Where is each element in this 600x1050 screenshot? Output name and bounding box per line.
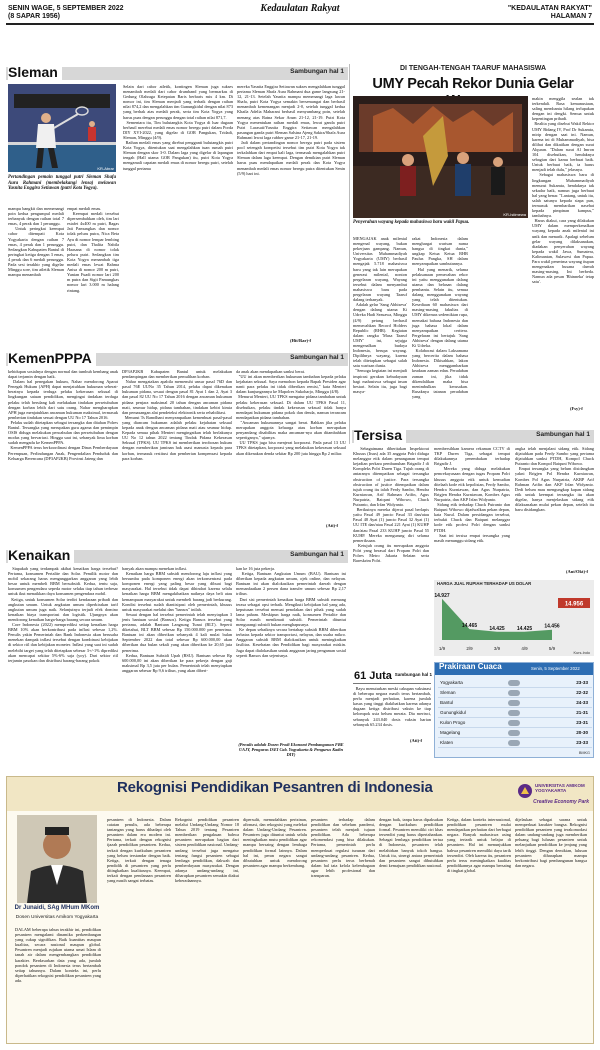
weather-title: Prakiraan Cuaca	[439, 662, 502, 671]
photo-credit: KR-Abrar	[97, 165, 114, 171]
cloud-icon	[508, 710, 520, 716]
ad-column-8: dijelaskan sebagai sarana untuk memperkuat karakter bangsa. Rekognisi pendidikan pesantren yang terakomodasi dalam undang-undang juga memberikan peluang bagi lulusan pesantren untuk melanjutkan pendidikan ke jenjang yang lebih tinggi. Dengan demikian, lulusan pesantren diharapkan mampu berkontribusi bagi pembangunan bangsa dan negara.	[515, 817, 587, 868]
author-name: Dr Junaidi, SAg MHum MKom	[14, 905, 100, 911]
chart-value-label: 14.456	[544, 623, 560, 630]
chart-value-label: 14.927	[434, 592, 450, 599]
ad-column-7: Ketiga, dalam konteks internasional, pendidikan pesantren mulai mendapatkan perhatian dari berbagai negara. Banyak mahasiswa asing yang tertarik untuk belajar di pesantren. Hal ini menunjukkan bahwa pesantren memiliki daya tarik tersendiri. Oleh karena itu, pesantren perlu terus meningkatkan kualitas pendidikannya agar mampu bersaing di tingkat global.	[447, 817, 511, 873]
chart-highlight-value: 14.956	[564, 601, 584, 608]
umy-column-1: MENGAJAK anak milenial mengenal wayang, bukan pekerjaan gampang. Namun, Universitas Muhammadiyah Yogyakarta (UMY) berhasil mengajak 5.718 mahasiswa baru yang tak lain merupakan generasi milenial, nonton pergelaran wayang. Wayang tersebut dalam menyambut mahasiswa baru pada pergelaran wayang Taaruf dalang terbanyak. Adalah gelar 'Sang Abhiseva' dengan dalang utama Ki Udreka Hadi Seasawa, Minggu (4/9) petang berhasil memecahkan Record Holders Republic (RHR). Kegiatan dalam rangka 'Masa Taaruf UMY' ini, sejujga mengenalkan budaya Indonesia, berupa wayang. Dipilihnya wayang, karena telah ditetapkan sebagai salah satu warisan dunia. "Semoga kegiatan ini menjadi inspirasi gerakan kebudayaan bagi mahasiswa sebagai insan bestari. Selain itu, juga bagi masya-	[353, 236, 407, 394]
cloud-icon	[508, 730, 520, 736]
chart-value-label: 14.465	[461, 623, 478, 630]
weather-temp: 24-33	[576, 700, 588, 705]
cloud-icon	[508, 690, 520, 696]
juta-rule	[353, 683, 431, 684]
logo-tagline: Creative Economy Park	[533, 799, 589, 805]
amikom-logo	[517, 781, 589, 807]
weather-row	[438, 738, 592, 748]
cloud-icon	[508, 680, 520, 686]
weather-temp: 20-30	[576, 730, 588, 735]
tersisa-title: Tersisa	[354, 427, 406, 443]
sleman-endmark: (Hit/Rar)-f	[290, 338, 311, 343]
weather-temp: 23-31	[576, 720, 588, 725]
weather-row	[438, 728, 592, 738]
currency-chart	[434, 580, 594, 656]
logo-name: UNIVERSITAS AMIKOM YOGYAKARTA	[535, 783, 585, 793]
weather-row	[438, 698, 592, 708]
weather-city: Klaten	[440, 740, 454, 745]
chart-date-label: 3/9	[493, 646, 501, 651]
weather-city: Gunungkidul	[440, 710, 466, 715]
weather-temp: 21-31	[576, 710, 588, 715]
sleman-column-1: mampu bangkit dan memenangi poin kedua pengumpul medali terbanyak dengan raihan total 7 emas, 4 perak dan 1 perunggu. Untuk peringkat keempat cabor ditempati Kota Yogyakarta dengan raihan 7 emas, 4 perak dan 1 perunggu. Sedangkan Kabupaten Bantul di peringkat ketiga dengan 3 emas, 4 perak dan 6 medali perunggu. Pada sesi terakhir yang digelar Minggu sore, tim atletik Sleman mampu menambah	[8, 206, 64, 278]
wayang-photo	[353, 96, 528, 218]
kenaikan-byline: (Penulis adalah Dosen Prodi Ekonomi Pembangunan FBE UAJY, Pengurus ISEI Cab. Yogyakarta & Pengurus Kadin DIY)	[238, 742, 344, 758]
photo-caption: Pertandingan pemain tunggal putri Sleman Shafa Aura Rahmani (membelakangi lensa) melawan Yasnita Enggira Setiawan (putri Kota Yogya).	[8, 175, 116, 192]
weather-row	[438, 678, 592, 688]
weather-box	[434, 662, 594, 758]
kemenpppa-column-2: DP3AP2KB Kabupaten Bantul untuk melakukan pendampingan dan memberikan pemulihan korban. Nahar mengatakan apabila memenuhi unsur pasal 76D dan pasal 76E UUNo 35 Tahun 2014, pelaku dapat dikenakan hukuman pidana, sesuai dengan pasal 81 Ayat 1 dan 2, Ayat 3 dan pasal 82 UU No 17 Tahun 2016 dengan ancaman hukuman pidana penjara maksimal 20 tahun dengan ancaman pidana mati, seumur hidup, pidana tambahan, tindakan kebiri kimia dan pemasangan alat pendeteksi elektronik serta rehabilitasi. Menurut Ts Ramdhani menyampaikan kemenbuat pasal-pasal yang diancam hukuman adalah pelaku kejahatan seksual kepada anak dengan ancaman pidana mati atau seumur hidup. Kepada semua pihak Menteri mengingatkan telah berlakunya UU No 12 tahun 2022 tentang Tindak Pidana Kekerasan Seksual (TPKS). UU TPKS ini memberikan terobosan hukum dengan memberikan jaminan hak asasi manusia kepada para korban, termasuk restitusi dan pemberian kompensasi kepada para korban.	[122, 369, 232, 461]
sleman-column-3: Selain dari cabor atletik, kontingen Sleman juga sukses menambah medali dari cabor drumband yang bermarkas di Gedung Olahraga Ketepatan Baris berbaris mix 4 km. Di nomor ini, tim Sleman menjadi yang terbaik dengan raihan nilai 874,2 dan mengalahkan tim Gunungkidul dengan nilai 873 yang berhak atas medali perak, serta tim Kota Yogya yang harus puas dengan perunggu dengan total raihan nilai 871,7. Sementara itu, Tim bulutangkis Kota Yogya di luar dugaan berhasil merebut medali emas nomor beregu putri dalam Porda DIY XVI-2022, yang digelar di GOR Pangukan, Tridadi, Sleman, Minggu (4/9). Raihan medali emas yang direbut pengganti bulutangkis putri Kota Yogya, ditentukan saat mengalahkan tuan rumah putri Sleman dengan skor 3-0. Dalam laga yang digelar di lapangan tengah (Hall utama GOR Pangukan) itu, putri Kota Yogya mengamali capaian medali emas di nomor beregu putri, setelah tunggal pertama	[123, 84, 233, 171]
chart-date-label: 4/9	[521, 646, 528, 651]
sleman-column-4: mereka Yasnita Enggira Setiawan sukses mengalahkan tunggal pertama Sleman Shafa Aura Rahmani dua game langsung 21-12, 21-13. Setelah Yasnita mampu memenangi laga lawan Shafa, putri Kota Yogya semakin bersemangat dan berhasil menambah kemenangan menjadi 2-0, setelah tunggal kedua Khaila Adelia Maharani berhasil menyumbang poin, setelah menang atas Ratna Sekar Arum 21-12, 21-19. Putri Kota Yogya menentukan raihan medali emas, lewat ganda putri Putri Larasati/Yasnita Enggira Setiawan mengalahkan pasangan ganda putri Sleman Salsina Ajeng Sakira/Shafa Aura Rahmani lewat laga rubber game 21-17, 21-19. Jadi dalam pertandingan nomor beregu putri pada sistem pool setengah kompetisi tersebut tim putri Kota Yogya tak terkalahkan dari empat kali laga, termasuk mengalahkan putri Sleman dalam laga keempat. Dengan demikian putri Sleman harus puas mendapatkan medali perak dan Kota Yogya menambah medali emas nomor beregu putra ditentukan Senin (5/9) hari ini.	[237, 84, 345, 176]
kemenpppa-column-1: kehidupan sosialnya dengan normal dan tumbuh kembang anak dapat terjamin dengan baik. Dalam hal penegakan hukum, Nahar mendorong Aparat Penegak Hukum (APH) dapat menjatuhkan hukuman seberat-beratnya kepada terduga pelaku kekerasan seksual di lingkungan satuan pendidikan, mengingat tindakan terduga pelaku telah berulang kali melakukan tindakan persetubuhan dengan korban lebih dari satu orang. Nahar mengharapkan APH juga menjatuhkan ancaman hukuman maksimal, termasuk pemberian tindakan sesuai dengan UU No 17 Tahun 2016. Pelaku sudah ditetapkan sebagai tersangka dan ditahan Polres Bantul. Tersangka yang merupakan guru agama dan pemimpin OSIS diduga melakukan pencabulan dan persetubuhan dengan modus yang bervariasi. Hingga saat ini, sebanyak lima korban sudah mengadu ke KemenPPPA. KemenPPPA terus berkoordinasi dengan Dinas Pemberdayaan Perempuan, Perlindungan Anak, Pengendalian Penduduk dan Keluarga Berencana (DP3AP2KB) Provinsi Jateng dan	[8, 369, 118, 461]
chart-area	[442, 599, 552, 640]
umy-column-2: rakat Indonesia dalam menghargai warisan nama bangsa di tingkat dunia," ungkap Ketua Ketua RHR Paulus Pangka, SH dalam menyampaikan sambutannya. Hal yang menarik, selama pelaksanaan pemecahan rekor ini yaitu menggunakan dalang utama dan belasan dalang pembantu. Selain itu, semua dalang menggunakan wayang yang telah ditentukan. Kesediaan 60 mahasiswa dari masing-masing fakultas di UMY dikemas sedemikian rupa, memakai bahasa Indonesia dan juga bahasa lokal dalam menyampaikan ceritera. Pergelaran ini bertajuk 'Sang Abhiseva' dengan dalang utama Ki Udreka. Kolaborasi dalam Laksamana yang bercerita dalam bahasa Indonesia. Dikisahkan, lakon Abhiseva menggambarkan keadaan zaman edan. Peradaban zaman ini, jika tidak dikendalikan maka bisa menimbulkan kerusakan. Rusaknya tatanan peradaban yang	[412, 236, 468, 399]
paper-name: Kedaulatan Rakyat	[260, 3, 340, 14]
juta-text: Bayu menuturkan meski cakupan vaksinasi di beberapa negara masih terus bertambah, perlu menjadi perhatian, karena jumlah kasus yang tinggi diakibatkan karena adanya dugaan ketiga distribusi vaksin ke tiap kelompok usia belum merata. Dia merinci, sebanyak 243.040 dosis vaksin harian sebanyak 65.234 dosis.	[353, 686, 431, 727]
weather-city: Sleman	[440, 690, 456, 695]
ad-title: Rekognisi Pendidikan Pesantren di Indonesia	[117, 779, 433, 796]
chart-value-label: 14.425	[516, 625, 533, 632]
weather-city: Kulon Progo	[440, 720, 466, 725]
kenaikan-title: Kenaikan	[8, 547, 74, 563]
continued-label: Sambungan hal 1	[290, 68, 344, 75]
page-number: HALAMAN 7	[550, 13, 592, 20]
kemenpppa-title: KemenPPPA	[8, 350, 96, 366]
ad-column-6: dengan baik, tanpa harus dipaksakan dengan kurikulum pendidikan formal. Pesantren memiliki ciri khas tersendiri yang harus dipertahankan. Sebagai lembaga pendidikan tertua di Indonesia, pesantren telah melahirkan banyak tokoh bangsa. Untuk itu, sinergi antara pemerintah dan pesantren sangat dibutuhkan demi kemajuan pendidikan nasional.	[379, 817, 443, 868]
weather-row	[438, 688, 592, 698]
kenaikan-column-1: Siapakah yang terdampak akibat kenaikan harga tersebut? Pertama, konsumen Pertalite dan Solar. Pemilik motor dan mobil sekarang harus menganggarkan anggaran yang lebih besar untuk membeli BBM bersubsidi. Kedua, tentu saja, konsumen pengendara sepeda motor selaku tiap tahun terbesar untuk ikut menaikkan daya konsumen pengendara mobil. Ketiga, untuk konsumen Solar terdiri kendaraan pribadi dan angkutan umum. Untuk angkutan umum diperkirakan tarif angkutan umum juga naik. Selanjutnya terjadi efek domino kenaikan biaya transportasi dan logistik. Ujungnya akan mendorong kenaikan harga-harga barang secara umum. Core Indonesia (2022) memprediksi setiap kenaikan harga BBM 10% akan berkontribusi pada inflasi sebesar 1,2%. Penulis yakin Pemerintah dan Bank Indonesia akan berusaha menekan dampak inflasi tersebut dengan kombinasi kebijakan di sektor riil dan kebijakan moneter. Inflasi yang saat ini sudah melebihi target yang telah ditetapkan sebesar 3+/-1% diprediksi akan mencapai sekitar 5%-6% saja (yoy). Dari sektor riil terjamin pasokan dan distribusi barang-barang pokok	[8, 566, 118, 663]
header-rule	[6, 23, 594, 25]
chart-title: HARGA JUAL RUPIAH TERHADAP US DOLAR	[437, 581, 532, 586]
kenaikan-column-2: banyak akan mampu menekan inflasi. Kenaikan harga BBM subsidi mendorong laju inflasi yang bersumbu pada komponen energi akan terkonsentrasi pada komponen energi yang paling besar yang dibuat bagi masyarakat. Hal tersebut tidak dapat dihindari karena selalu kenaikan harga BBM mengakibatkan naiknya daya beli atau kemampuan masyarakat untuk membeli barang jadi berkurang. Kondisi tersebut sudah diantisipasi oleh pemerintah, khusus untuk masyarakat melalui dan "bansos" inilah. Sesuai dengan hal tersebut pemerintah telah menyiapkan 3 jenis bantuan sosial (Bansos). Ketiga Bansos tersebut yang pertama, adalah Bantuan Langsung Tunai (BLT). Seperti diketahui, BLT BBM sebesar Rp 150.000.000 per penerima. Bantuan ini akan diberikan sebanyak 4 kali mulai bulan September 2022 dan total sebesar Rp 600.000,00 akan diberikan dua bulan sekali yang akan diberikan ke 20,65 juta penerima. Kedua, Bantuan Subsidi Upah (BSU). Bantuan sebesar Rp 600.000,00 ini akan diberikan ke para pekerja dengan gaji maksimal Rp 3,5 juta per bulan. Pemerintah telah menyiapkan anggaran sebesar Rp 9,6 triliun, yang akan diberi-	[122, 566, 232, 673]
juta-endmark: (Ati)-f	[410, 738, 422, 743]
chart-value-label: 14.425	[489, 625, 505, 632]
continued-label: Sambungan hal 1	[290, 354, 344, 361]
paper-section: "KEDAULATAN RAKYAT"	[507, 5, 592, 12]
chart-plot	[434, 588, 594, 656]
ad-column-4: dipersulit, memudahkan perizinan, afirmasi, dan rekognisi yang melekat dalam Undang-Undang Pesantren. Pesantren juga dituntut untuk selalu meningkatkan mutu pendidikan agar mampu bersaing dengan lembaga pendidikan formal lainnya. Dalam hal ini, peran negara sangat dibutuhkan untuk mendorong pesantren agar mampu berkembang.	[243, 817, 307, 868]
weather-date: Senin, 5 September 2022	[531, 666, 580, 671]
ad-column-1: DALAM beberapa tahun terakhir ini, pendidikan pesantren mengalami dinamika perkembangan yang cukup signifikan. Baik kuantitas maupun kualitas, secara nasional maupun global. Pesantren menjadi rujukan utama umat Islam di tanah air dalam mengembangkan pendidikan karakter. Berdasarkan data yang ada, jumlah pondok pesantren di Indonesia terus bertambah setiap tahunnya. Dalam konteks ini, perlu diperhatikan rekognisi pendidikan pesantren yang ada.	[15, 927, 101, 983]
author-photo	[17, 815, 97, 903]
weather-temp: 22-32	[576, 690, 588, 695]
chart-credit: Kurs-Indo	[573, 651, 590, 655]
author-role: Dosen Universitas Amikom Yogyakarta	[15, 915, 99, 920]
column-divider	[349, 64, 350, 444]
javanese-date-line: (8 SAPAR 1956)	[8, 13, 61, 20]
umy-endmark: (Fsy)-f	[570, 406, 583, 411]
weather-temp: 23-33	[576, 680, 588, 685]
chart-date-label: 2/9	[466, 646, 473, 651]
weather-temp: 23-33	[576, 740, 588, 745]
umy-caption: Penyerahan wayang kepada mahasiswa baru wakil Papua.	[353, 220, 470, 225]
tersisa-column-3: angka telah menjalani sidang etik. Sidang dijatuhkan pada Ferdy Sambo yang pertama dijatuhkan sanksi PTDH, Kompol Chuck Putranto dan Kompol Baiquni Wibowo. Empat tersangka yang belum disidangkan yakni Brigjen Pol Hendra Kurniawan, Kombes Pol Agus Nurpatria, AKBP Arif Rahman Arifin dan AKP Irfan Widyanto. Dedi belum mau mengungkap kapan sidang etik untuk keempat tersangka itu akan digelar, hanya menjelaskan sidang etik dilaksanakan mulai pekan depan, setelah itu baru disidangkan.	[515, 446, 594, 513]
chart-date-label: 1/9	[438, 646, 446, 651]
weather-city: Bantul	[440, 700, 454, 705]
ad-column-5: pesantren terhadap dalam pendidikan dan sebelum pandemi, pesantren telah menjadi tujuan pendidikan. Ada beberapa rekomendasi yang bisa dilakukan. Pertama, pemerintah perlu memperkuat regulasi turunan dari undang-undang pesantren. Kedua, pesantren perlu terus berbenah dalam hal tata kelola kelembagaan agar lebih profesional dan transparan.	[311, 817, 375, 879]
badminton-photo	[8, 84, 116, 172]
header-right	[508, 5, 592, 21]
cloud-icon	[508, 740, 520, 746]
tersisa-column-1: Sebagaimana diberitakan Inspektorat Khusus (Itsus) ada 35 anggota Polri diduga melanggar etik dalam penanganan tempat kejadian perkara pembunuhan Brigadir J di Kompleks Polri Duren Tiga. Tujuh orang di antaranya ditempatkan sebagai tersangka obstruction of justice. Para tersangka obstruction of justice ditempatkan dalam tujuh orang itu ialah Ferdy Sambo, Hendra Kurniawan, Arif Rahman Arifin, Agus Nurpatria, Baiquni Wibowo, Chuck Putranto, dan Irfan Widyanto. Berikutnya mereka dijerat pasal berlapis yaitu Pasal 49 juncto Pasal 33 dan/atau Pasal 48 Ayat (1) juncto Pasal 32 Ayat (1) UU ITE dan/atau Pasal 221 Ayat (1) KUHP dan/atau Pasal 233 KUHP juncto Pasal 55 KUHP. Mereka mengurung diri selama pemeriksaan. Ketujuh orang itu merupakan anggota Polri yang berasal dari Propam Polri dan Polres Metro Jakarta Selatan serta Bareskrim Polri.	[353, 446, 429, 564]
kenaikan-column-3: kan ke 16 juta pekerja. Ketiga, Bantuan Angkutan Umum (BAU). Bantuan ini diberikan kepada angkutan umum, ojek online, dan nelayan. Bantuan ini akan dialokasikan pemerintah daerah dengan memanfaatkan 2 persen dana transfer umum sebesar Rp 2,17 triliun. Dari sisi pemerintah kenaikan harga BBM subsidi memang terasa sebagai opsi terbaik. Mengikuti kebijakan hal yang ada, keputusan tersebut menuai penolakan dari pihak yang sudah lama paham. Meskipun harga naik, konsumen Pertalite dan Solar masih menikmati subsidi. Pemerintah dituntut mengurangi subsidi bukan menghapusnya. Ke depan sebaiknya secara bertahap subsidi BBM diberikan terbatas kepada sektor transportasi, nelayan, dan usaha mikro. Anggaran subsidi BBM dialokasikan untuk meningkatkan fasilitas. Kesehatan dan Pendidikan bagi masyarakat miskin. Juga dapat dialokasikan untuk anggaran jaring pengaman sosial seperti Bansos dan sejenisnya.	[236, 566, 346, 658]
kemenpppa-endmark: (Ati)-f	[326, 523, 338, 528]
advertorial	[6, 776, 594, 1044]
weather-table	[438, 678, 592, 748]
chart-date-label: 5/9	[548, 646, 556, 651]
cloud-icon	[508, 700, 520, 706]
juta-title: 61 Juta	[354, 670, 392, 682]
continued-label: Sambungan hal 1	[290, 551, 344, 558]
date-line: SENIN WAGE, 5 SEPTEMBER 2022	[8, 5, 124, 12]
weather-credit: BMKG	[578, 750, 590, 755]
kemenpppa-column-3: da anak akan mendapatkan sanksi berat. "UU ini akan memberikan hukuman tambahan kepada pelaku kejahatan seksual. Saya memohon kepada Bapak Presiden agar nanti para pelaku ini tidak diberikan remisi," kata Menteri dalam kunjungannya ke Mapolres Sukoharjo, Minggu (4/8). Menurut Menteri, UU TPKS mengatur pidana tambahan untuk pelaku kekerasan seksual. Di dalam UU TPKS Pasal 11, disebutkan, pelaku tindak kekerasan seksual tidak hanya mendapat hukuman pidana pokok dan denda, namun terancam mendapatkan pidana tambahan. "Ancaman hukumannya sangat berat. Bahkan jika pelaku merupakan anggota keluarga atau korban merupakan penyandang disabilitas maka ancaman-nya akan ditambahkan sepertiganya," ujarnya. UU TPKS juga bisa menjerat korporasi. Pada pasal 13 UU TPKS ditetapkan, korporasi yang melakukan kekerasan seksual akan dikenakan denda sekitar Rp 200 juta hingga Rp 2 miliar.	[236, 369, 346, 456]
ad-column-3: Rekognisi pendidikan pesantren melalui Undang-Undang Nomor 18 Tahun 2019 tentang Pesantren memberikan pengakuan bahwa pesantren merupakan bagian dari sistem pendidikan nasional. Undang-undang tersebut juga mengatur tentang fungsi pesantren sebagai lembaga pendidikan, dakwah dan pemberdayaan masyarakat. Dengan adanya undang-undang ini, diharapkan pesantren semakin diakui keberadaannya.	[175, 817, 239, 884]
tersisa-column-2: membersihkan kamera rekaman CCTV di TKP Duren Tiga, sebagai tempat dilakukannya penembakan terhadap Brigadir J. Mereka yang diduga melakukan pemrekayasaan dengan tugas Propam Polri khusus anggota etik untuk kemudian ditelaah kode etik kepolisian, Ferdy Sambo, Hendra Kurniawan, dan Agus Nurpatria, Brigjen Hendra Kurniawan, Kombes Agus Nurpatria, dan AKP Irfan Widyanto. Sidang etik terhadap Chuck Putranto dan Baiquni Wibowo dijadwalkan pekan depan, kata Nurul. Dalam persidangan tersebut, terbukti Chuck dan Baiquni melanggar kode etik profesi Polri dengan sanksi PTDH. Saat ini tersisa empat tersangka yang masih menunggu sidang etik.	[434, 446, 510, 543]
sleman-title: Sleman	[8, 64, 62, 80]
weather-city: Magelang	[440, 730, 461, 735]
umy-headline: UMY Pecah Rekor Dunia Gelar	[372, 76, 574, 92]
sleman-column-2: empat medali emas. Keempat medali tersebut dipersembahkan oleh, tim lari estafet 4x400 m putri, Bagas Jati Pamungkas dan nomor tolak peluru putra, Nica Beta Ayu di nomor lempar lembing putri, dan Thalita Nabila Haasana di nomor tolak peluru putri. Sedangkan tim Kota Yogya menambah tiga medali emas lewat Rahma Anisa di nomor 200 m putri, Yunian Fuadi nomor lari 200 m putra dan Sigit Pamungkas nomor lari 3.000 m halang rintang.	[67, 206, 119, 293]
photo-credit: KR-Istimewa	[503, 211, 526, 217]
weather-city: Yogyakarta	[440, 680, 463, 685]
weather-row	[438, 708, 592, 718]
tersisa-endmark: (Ant/Okt)-f	[566, 569, 588, 574]
weather-row	[438, 718, 592, 728]
umy-kicker: DI TENGAH-TENGAH TAARUF MAHASISWA	[399, 65, 547, 72]
ad-column-2: pesantren di Indonesia. Dalam catatan penulis, ada beberapa tantangan yang harus dihadapi oleh pesantren dalam era modern ini. Pertama, terkait dengan rekognisi ijazah pendidikan pesantren. Kedua, terkait dengan kurikulum pesantren yang belum terstandar dengan baik. Ketiga, terkait dengan tenaga pendidik di pesantren yang perlu ditingkatkan kualitasnya. Keempat, terkait dengan pendanaan pesantren yang masih sangat terbatas.	[107, 817, 171, 884]
amikom-emblem-icon	[517, 783, 533, 799]
umy-column-3: makin menggila sealan tak terkendali. Rasa kemanusiaan, saling membantu hilang terlupakan dengan ini dengki. Semua untuk kepentingan pribadi. Realita yang disebut Wakil Rektor UMY Bidang IV, Prof Dr Sukamta, mirip dengan saat ini. Namun, karena ini di Muhammadiyah, bisa dilihat dan dikatikan dengan surat Alquran. "Dalam surat Al Imron 104 disebutkan, hendaknya sebagian dari kamu berbuat baik. Untuk berbuat baik, ia harus menjadi telah dulu," jelasnya. Sebagai mahasiswa baru di lingkungan Muhammadiyah menurut Sukamta, hendaknya tak sekadar baik, namun juga berbuat hal yang benar. "Lantang, untuk itu, salah satunya kepada siapa pun, termasuk membarikan nasehat kepada pimpinan kampus," tambahnya. Harus diakui, cara yang dilakukan UMY dalam memperkenalkan wayang kepada anak milenial ini unik dan menarik. Apalagi sebelum gelar wayang dilaksanakan, diadakan penyerahan wayang kepada wakil Jawa, Sumatera, Kalimantan, Sulawesi dan Papua. Para wakil penerima wayang itupun mengenakan busana daerah masing-masing. Ini berbeda. Namun ada pesan 'Bhinneka' tetap satu'.	[532, 96, 594, 285]
juta-continued: Sambungan hal 1	[394, 672, 432, 677]
cloud-icon	[508, 720, 520, 726]
continued-label: Sambungan hal 1	[536, 431, 590, 438]
